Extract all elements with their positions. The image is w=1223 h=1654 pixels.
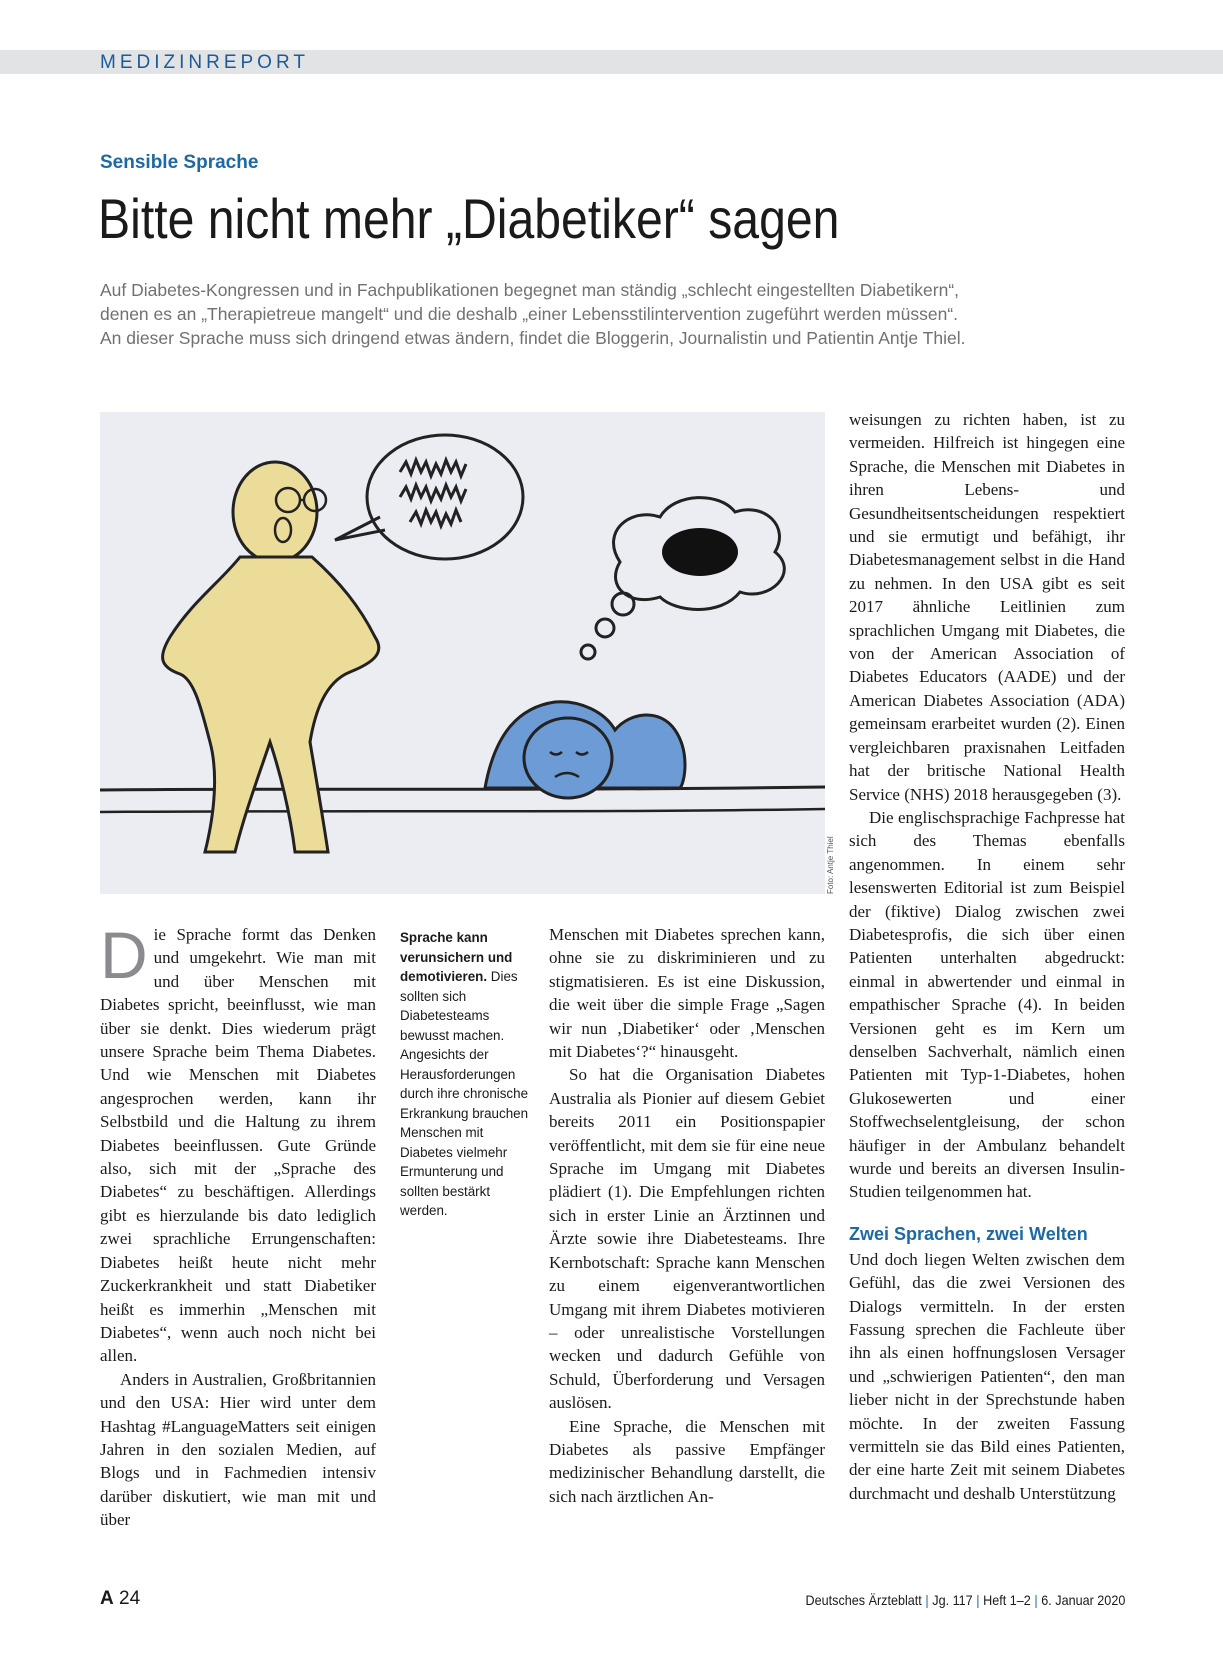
journal-citation: Deutsches Ärzteblatt | Jg. 117 | Heft 1–2 | 6. Januar 2020 — [805, 1592, 1125, 1608]
illustration-drawing — [100, 412, 825, 894]
photo-credit-text: Foto: Antje Thiel — [826, 836, 835, 894]
column-3 — [549, 923, 825, 1508]
doctor-figure — [163, 462, 379, 852]
paragraph: Anders in Australien, Großbritannien und den USA: Hier wird unter dem Hashtag #LanguageMatters seit einigen Jahren in den sozialen Medien, auf Blogs und in Fachmedien intensiv darüber diskutiert, wie man mit und über — [100, 1369, 376, 1530]
subheading: Zwei Sprachen, zwei Welten — [849, 1223, 1088, 1244]
sidebar-text: Dies sollten sich Diabetesteams bewusst machen. Angesichts der Herausforderungen durch ihre chronische Erkrankung brauchen Menschen mit Diabetes vielmehr Ermunterung und sollten bestärkt werden. — [400, 969, 529, 1218]
journal-date: 6. Januar 2020 — [1040, 1592, 1125, 1608]
paragraph: Die englischsprachige Fachpresse hat sich des Themas ebenfalls angenommen. In einem sehr lesenswerten Editorial ist zum Beispiel der (fiktive) Dialog zwischen zwei Diabetesprofis, die sich über einen Patienten unterhalten abgedruckt: einmal in abwertender und einmal in empathischer Sprache (4). In beiden Versionen geht es im Kern um denselben Sachverhalt, nämlich einen Patienten mit Typ-1-Diabetes, hohen Glukosewerten und einer Stoffwechselentgleisung, der schon häufiger in der Ambulanz behandelt wurde und bereits an diversen Insulin-Studien teilgenommen hat. — [849, 807, 1125, 1202]
paragraph: Und doch liegen Welten zwischen dem Gefühl, das die zwei Versionen des Dialogs vermitteln. In der ersten Fassung sprechen die Fachleute über ihn als einen hoffnungslosen Versager und „schwierigen Patienten“, den man lieber nicht in der Sprechstunde haben möchte. In der zweiten Fassung vermitteln sie das Bild eines Patienten, der eine harte Zeit mit seinem Diabetes durchmacht und deshalb Unterstützung — [849, 1249, 1125, 1503]
page-number-value: 24 — [119, 1588, 141, 1609]
lead-line: denen es an „Therapietreue mangelt“ und die deshalb „einer Lebensstilintervention zugeführt werden müssen“. — [100, 304, 959, 324]
drop-cap: D — [100, 918, 148, 992]
sidebar-bold: Sprache kann verunsichern und demotivieren. — [400, 930, 513, 984]
article-title: Bitte nicht mehr „Diabetiker“ sagen — [98, 187, 840, 250]
scribble — [662, 528, 738, 576]
photo-credit — [826, 838, 838, 898]
page-number — [100, 1588, 140, 1610]
paragraph: weisungen zu richten haben, ist zu vermeiden. Hilfreich ist hingegen eine Sprache, die Menschen mit Diabetes in ihren Lebens- und Gesundheitsentscheidungen respektiert und sie ermutigt und befähigt, ihr Diabetesmanagement selbst in die Hand zu nehmen. In den USA gibt es seit 2017 ähnliche Leitlinien zum sprachlichen Umgang mit Diabetes, die von der American Association of Diabetes Educators (AADE) und der American Diabetes Association (ADA) gemeinsam erarbeitet wurden (2). Einen vergleichbaren praxisnahen Leitfaden hat der britische National Health Service (NHS) 2018 herausgegeben (3). — [849, 410, 1125, 804]
column-4 — [849, 408, 1125, 1505]
article-kicker: Sensible Sprache — [100, 152, 259, 173]
patient-figure — [485, 702, 685, 798]
article-lead — [100, 278, 1120, 350]
journal-name: Deutsches Ärzteblatt — [805, 1592, 922, 1608]
article-illustration — [100, 412, 825, 894]
paragraph-text: ie Sprache formt das Denken und umgekehrt. Wie man mit und über Menschen mit Diabetes spricht, beeinflusst, wie man über sie denkt. Dies wiederum prägt unsere Sprache beim Thema Diabetes. Und wie Menschen mit Diabetes angesprochen werden, kann ihr Selbstbild und die Haltung zu ihrem Diabetes beeinflussen. Gute Gründe also, sich mit der „Sprache des Diabetes“ zu beschäftigen. Allerdings gibt es hierzulande bis dato lediglich zwei sprachliche Errungenschaften: Diabetes heißt heute nicht mehr Zuckerkrankheit und statt Diabetiker heißt es immerhin „Menschen mit Diabetes“, wenn auch noch nicht bei allen. — [100, 925, 376, 1366]
paragraph: Menschen mit Diabetes sprechen kann, ohne sie zu diskriminieren und zu stigmatisieren. Es ist eine Diskussion, die weit über die simple Frage „Sagen wir nun ‚Diabetiker‘ oder ‚Menschen mit Diabetes‘?“ hinausgeht. — [549, 925, 825, 1062]
paragraph: Eine Sprache, die Menschen mit Diabetes als passive Empfänger medizinischer Behandlung darstellt, die sich nach ärztlichen An- — [549, 1416, 825, 1506]
lead-line: An dieser Sprache muss sich dringend etwas ändern, findet die Bloggerin, Journalistin und Patientin Antje Thiel. — [100, 328, 966, 348]
journal-issue: Heft 1–2 — [982, 1592, 1031, 1608]
sidebar-note — [400, 928, 530, 1221]
lead-line: Auf Diabetes-Kongressen und in Fachpublikationen begegnet man ständig „schlecht eingestellten Diabetikern“, — [100, 280, 960, 300]
paragraph — [100, 918, 376, 1368]
page-prefix: A — [100, 1588, 114, 1609]
section-label: MEDIZINREPORT — [100, 52, 309, 73]
journal-volume: Jg. 117 — [931, 1592, 973, 1608]
paragraph: So hat die Organisation Diabetes Australia als Pionier auf diesem Gebiet bereits 2011 ein Positionspapier veröffentlicht, mit dem sie für eine neue Sprache im Umgang mit Diabetes plädiert (1). Die Empfehlungen richten sich in erster Linie an Ärztinnen und Ärzte sowie ihre Diabetesteams. Ihre Kernbotschaft: Sprache kann Menschen zu einem eigenverantwortlichen Umgang mit ihrem Diabetes motivieren – oder unrealistische Vorstellungen wecken und dadurch Gefühle von Schuld, Überforderung und Versagen auslösen. — [549, 1065, 825, 1413]
column-1 — [100, 918, 376, 1532]
speech-bubble — [335, 435, 523, 559]
thought-cloud — [581, 498, 784, 659]
